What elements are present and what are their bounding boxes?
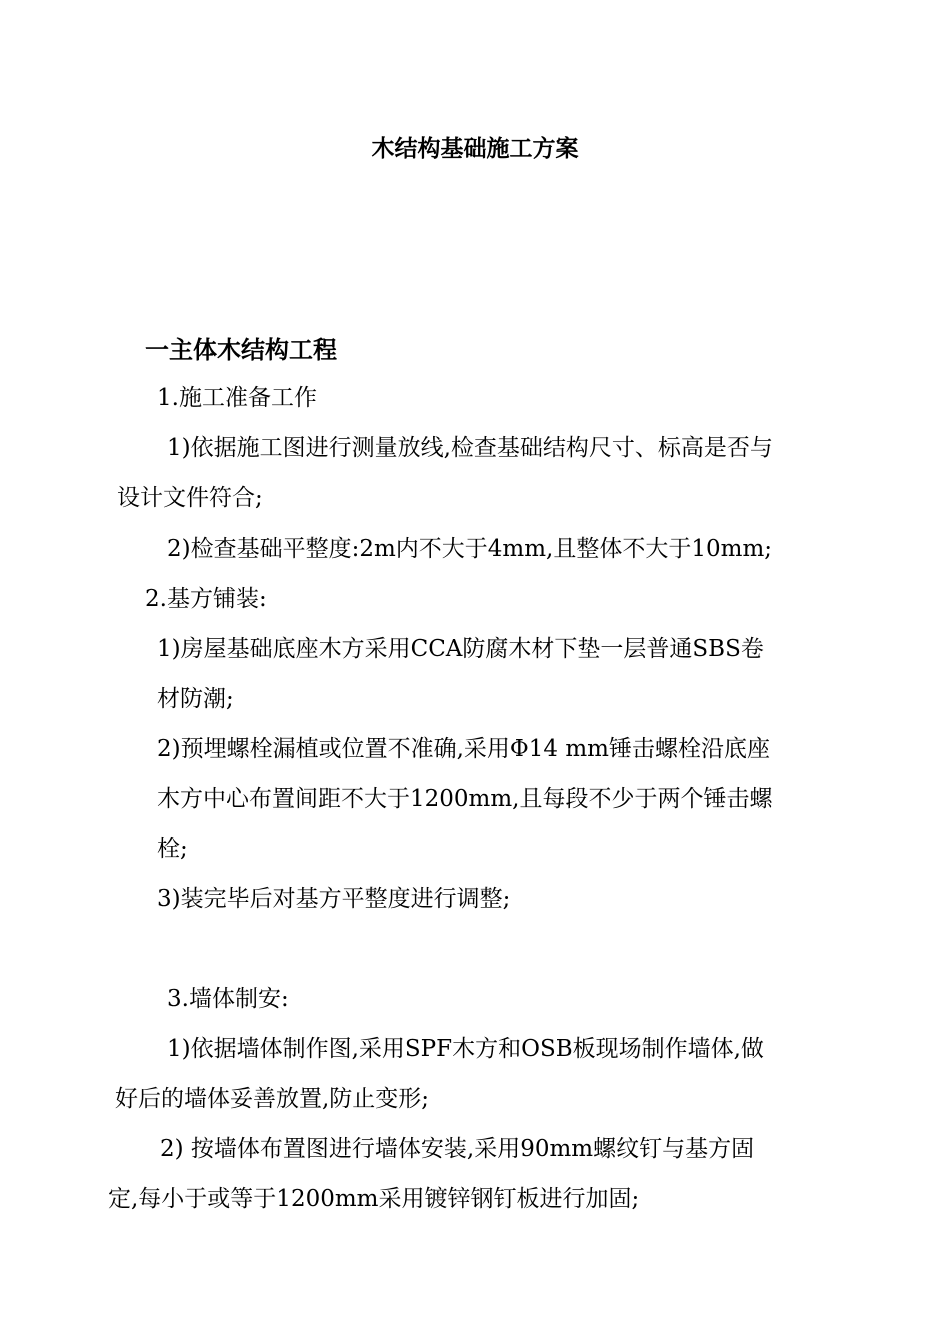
paragraph-line: 木方中心布置间距不大于1200mm,且每段不少于两个锤击螺 xyxy=(157,786,773,812)
subsection-2-heading: 2.基方铺装: xyxy=(145,586,267,612)
paragraph-line: 好后的墙体妥善放置,防止变形; xyxy=(115,1086,430,1112)
paragraph-line: 设计文件符合; xyxy=(117,485,263,511)
document-title: 木结构基础施工方案 xyxy=(371,136,579,162)
paragraph-line: 3)装完毕后对基方平整度进行调整; xyxy=(157,886,511,912)
paragraph-line: 定,每小于或等于1200mm采用镀锌钢钉板进行加固; xyxy=(108,1186,640,1212)
paragraph-line: 1)房屋基础底座木方采用CCA防腐木材下垫一层普通SBS卷 xyxy=(157,636,764,662)
subsection-3-heading: 3.墙体制安: xyxy=(167,986,289,1012)
paragraph-line: 栓; xyxy=(157,836,188,862)
paragraph-line: 2)预埋螺栓漏植或位置不准确,采用Φ14 mm锤击螺栓沿底座 xyxy=(157,736,770,762)
paragraph-line: 1)依据施工图进行测量放线,检查基础结构尺寸、标高是否与 xyxy=(167,435,773,461)
section-heading: 一主体木结构工程 xyxy=(145,336,337,364)
subsection-1-heading: 1.施工准备工作 xyxy=(157,385,317,411)
paragraph-line: 1)依据墙体制作图,采用SPF木方和OSB板现场制作墙体,做 xyxy=(167,1036,764,1062)
paragraph-line: 2) 按墙体布置图进行墙体安装,采用90mm螺纹钉与基方固 xyxy=(160,1136,755,1162)
paragraph-line: 材防潮; xyxy=(157,686,234,712)
paragraph-line: 2)检查基础平整度:2m内不大于4mm,且整体不大于10mm; xyxy=(167,536,772,562)
